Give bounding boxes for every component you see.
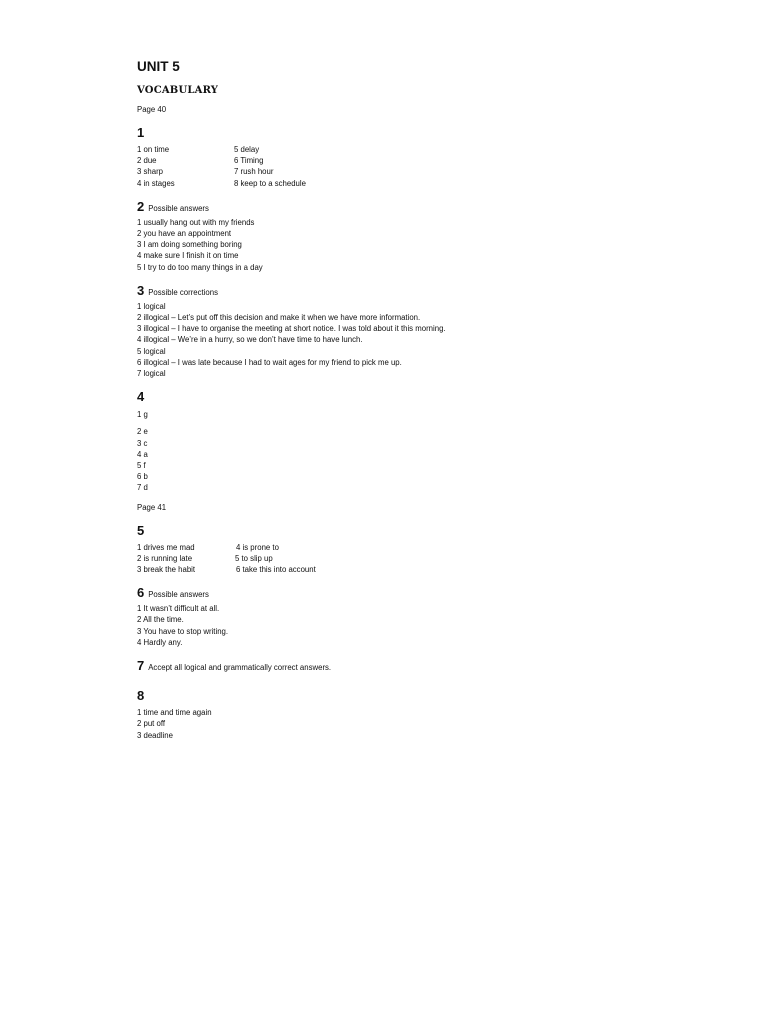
answer-line: 2 illogical – Let’s put off this decision and make it when we have more information.: [137, 313, 421, 323]
answer-line: 2 you have an appointment: [137, 229, 232, 239]
answer-line: 7 logical: [137, 369, 166, 379]
exercise-1-answers: [137, 144, 737, 189]
exercise-number: 2: [137, 198, 145, 214]
answer-key-page: [137, 58, 737, 741]
answer-line: 1 on time: [137, 145, 170, 154]
answer-line: 3 illogical – I have to organise the meeting at short notice. I was told about it this morning.: [137, 324, 446, 334]
exercise-note: Possible answers: [148, 590, 209, 600]
exercise-number: 4: [137, 389, 145, 405]
answer-line: 4 a: [137, 449, 148, 459]
answer-line: 3 sharp: [137, 167, 164, 177]
answer-line: 3 c: [137, 438, 148, 448]
exercise-4-answers: [137, 409, 737, 493]
answer-line: 4 Hardly any.: [137, 637, 183, 647]
exercise-number: 7: [137, 658, 145, 674]
answer-line: 1 drives me mad: [137, 542, 195, 552]
answer-line: 5 f: [137, 461, 146, 471]
page-ref-40: Page 40: [137, 105, 167, 114]
answer-line: 4 make sure I finish it on time: [137, 251, 239, 261]
exercise-number: 3: [137, 282, 145, 298]
answer-line: 2 due: [137, 156, 157, 166]
answer-line: 1 It wasn’t difficult at all.: [137, 604, 220, 614]
exercise-1-heading: [137, 125, 737, 141]
answer-line: 8 keep to a schedule: [234, 178, 306, 188]
answer-line: 4 illogical – We’re in a hurry, so we don’t have time to have lunch.: [137, 335, 363, 345]
exercise-number: 1: [137, 125, 145, 140]
page-ref-41: Page 41: [137, 502, 167, 512]
exercise-note: Accept all logical and grammatically correct answers.: [148, 663, 332, 673]
exercise-3-answers: [137, 301, 737, 379]
answer-line: 3 I am doing something boring: [137, 240, 242, 250]
answer-line: 2 e: [137, 427, 148, 437]
answer-line: 1 time and time again: [137, 708, 212, 718]
exercise-number: 8: [137, 688, 145, 704]
answer-line: 6 take this into account: [236, 565, 316, 575]
section-title: VOCABULARY: [137, 85, 219, 96]
exercise-3-heading: [137, 283, 737, 301]
answer-line: 7 d: [137, 483, 148, 493]
answer-line: 5 delay: [234, 145, 260, 154]
answer-line: 2 put off: [137, 719, 166, 729]
exercise-8-answers: [137, 707, 737, 741]
answer-line: 3 You have to stop writing.: [137, 626, 229, 636]
answer-line: 4 is prone to: [236, 542, 279, 552]
answer-line: 2 All the time.: [137, 615, 184, 625]
unit-title: UNIT 5: [137, 59, 180, 74]
exercise-note: Possible corrections: [148, 287, 219, 297]
answer-line: 1 g: [137, 410, 148, 420]
answer-line: 1 logical: [137, 301, 166, 311]
exercise-6-answers: [137, 603, 737, 648]
exercise-8-heading: [137, 688, 737, 704]
exercise-5-heading: [137, 523, 737, 539]
exercise-number: 5: [137, 522, 145, 538]
exercise-number: 6: [137, 585, 145, 601]
exercise-note: Possible answers: [148, 203, 209, 213]
answer-line: 3 break the habit: [137, 565, 196, 575]
exercise-2-heading: [137, 199, 737, 217]
answer-line: 6 illogical – I was late because I had to wait ages for my friend to pick me up.: [137, 357, 402, 367]
exercise-6-heading: [137, 585, 737, 603]
answer-line: 5 I try to do too many things in a day: [137, 262, 263, 272]
answer-line: 4 in stages: [137, 178, 175, 188]
answer-line: 2 is running late: [137, 553, 193, 563]
answer-line: 3 deadline: [137, 730, 173, 740]
answer-line: 6 b: [137, 472, 148, 482]
answer-line: 1 usually hang out with my friends: [137, 217, 255, 227]
exercise-4-heading: [137, 389, 737, 405]
answer-line: 6 Timing: [234, 156, 264, 166]
exercise-5-answers: [137, 542, 737, 576]
answer-line: 7 rush hour: [234, 167, 274, 177]
exercise-7-heading: [137, 658, 737, 676]
exercise-2-answers: [137, 217, 737, 273]
answer-line: 5 to slip up: [235, 553, 273, 563]
answer-line: 5 logical: [137, 346, 166, 356]
